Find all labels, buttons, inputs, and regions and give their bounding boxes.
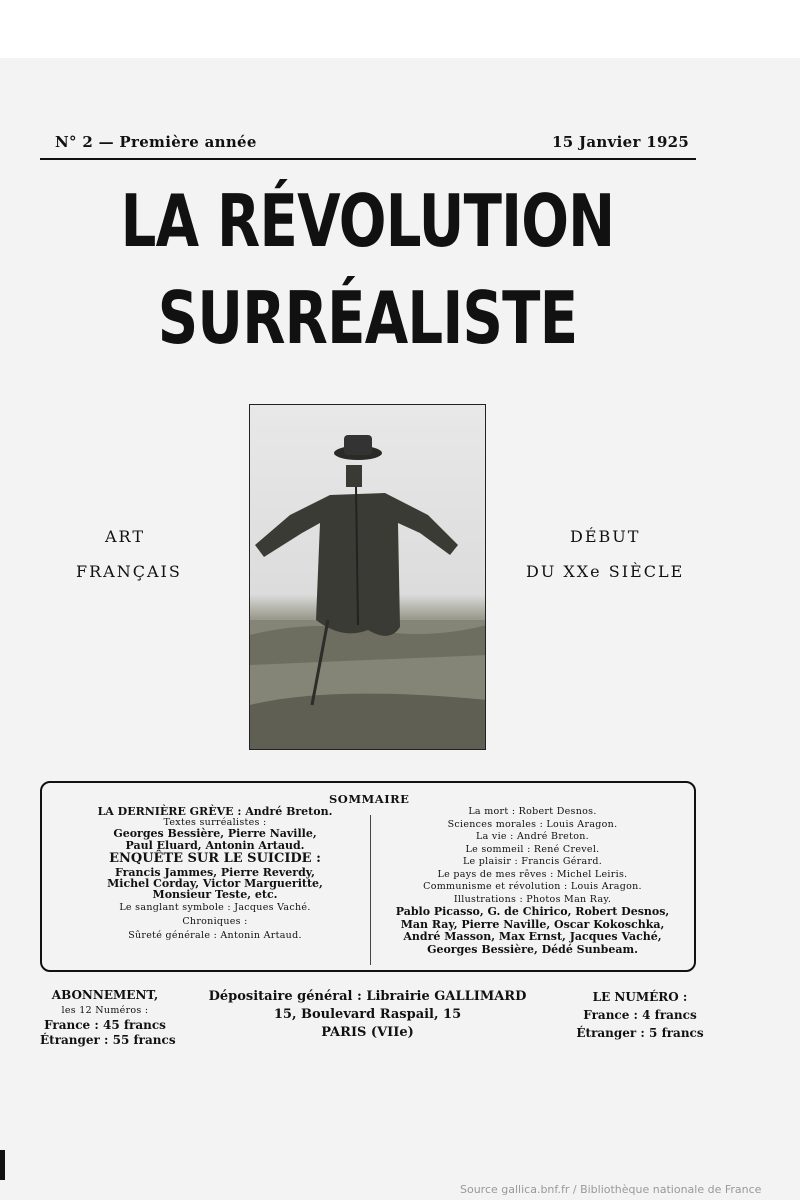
list-item: Textes surréalistes : (163, 817, 267, 829)
side-left-line-2: FRANÇAIS (76, 562, 182, 581)
subscription-block (40, 988, 176, 1048)
list-item: Georges Bessière, Dédé Sunbeam. (427, 942, 638, 956)
title-line-1: LA RÉVOLUTION (120, 179, 615, 263)
single-issue-line: France : 4 francs (583, 1008, 697, 1022)
single-issue-block (565, 988, 715, 1042)
list-item: Le pays de mes rêves : Michel Leiris. (437, 868, 628, 880)
summary-divider (370, 815, 371, 965)
single-issue-line: Étranger : 5 francs (576, 1026, 704, 1040)
list-item: Man Ray, Pierre Naville, Oscar Kokoschka, (400, 917, 665, 931)
list-item: La mort : Robert Desnos. (468, 806, 597, 817)
list-item: Monsieur Teste, etc. (152, 888, 278, 902)
list-item: Sûreté générale : Antonin Artaud. (128, 930, 302, 942)
list-item: Chroniques : (182, 916, 248, 928)
subscription-line: Étranger : 55 francs (40, 1033, 176, 1047)
distributor-line: 15, Boulevard Raspail, 15 (273, 1007, 462, 1022)
list-item: La vie : André Breton. (476, 831, 589, 842)
single-issue-heading: LE NUMÉRO : (592, 990, 688, 1004)
list-item: Communisme et révolution : Louis Aragon. (423, 881, 642, 892)
side-right-line-2: DU XXe SIÈCLE (526, 562, 685, 581)
list-item: Illustrations : Photos Man Ray. (453, 893, 612, 905)
subscription-line: France : 45 francs (44, 1018, 166, 1032)
subscription-line: les 12 Numéros : (61, 1005, 149, 1016)
list-item: Le plaisir : Francis Gérard. (462, 856, 603, 867)
list-item: Le sommeil : René Crevel. (465, 843, 600, 855)
summary-left-column (60, 806, 370, 943)
list-item: André Masson, Max Ernst, Jacques Vaché, (403, 930, 662, 943)
scan-edge-mark (0, 1150, 5, 1180)
list-item: LA DERNIÈRE GRÈVE : André Breton. (97, 805, 333, 818)
side-left-line-1: ART (105, 527, 145, 546)
distributor-line: Dépositaire général : Librairie GALLIMARD (208, 989, 527, 1004)
summary-right-column (375, 806, 690, 956)
list-item: Georges Bessière, Pierre Naville, (113, 827, 317, 841)
header-rule (40, 158, 696, 160)
list-item: Sciences morales : Louis Aragon. (447, 818, 618, 830)
scarecrow-photo (249, 404, 486, 750)
side-right-line-1: DÉBUT (570, 527, 641, 546)
list-item: Pablo Picasso, G. de Chirico, Robert Desnos, (395, 905, 670, 918)
list-item: Le sanglant symbole : Jacques Vaché. (119, 902, 311, 914)
issue-date: 15 Janvier 1925 (552, 133, 690, 151)
list-item: ENQUÊTE SUR LE SUICIDE : (109, 850, 321, 866)
list-item: Paul Eluard, Antonin Artaud. (125, 838, 305, 852)
issue-number: N° 2 — Première année (55, 133, 257, 151)
list-item: Michel Corday, Victor Margueritte, (107, 877, 323, 891)
distributor-block (195, 988, 540, 1042)
scarecrow-illustration (250, 405, 486, 750)
source-credit: Source gallica.bnf.fr / Bibliothèque nationale de France (460, 1183, 762, 1196)
distributor-line: PARIS (VIIe) (321, 1025, 414, 1040)
list-item: Francis Jammes, Pierre Reverdy, (115, 865, 315, 879)
title-line-2: SURRÉALISTE (157, 276, 578, 360)
summary-heading: SOMMAIRE (329, 792, 410, 806)
subscription-heading: ABONNEMENT, (51, 988, 159, 1002)
